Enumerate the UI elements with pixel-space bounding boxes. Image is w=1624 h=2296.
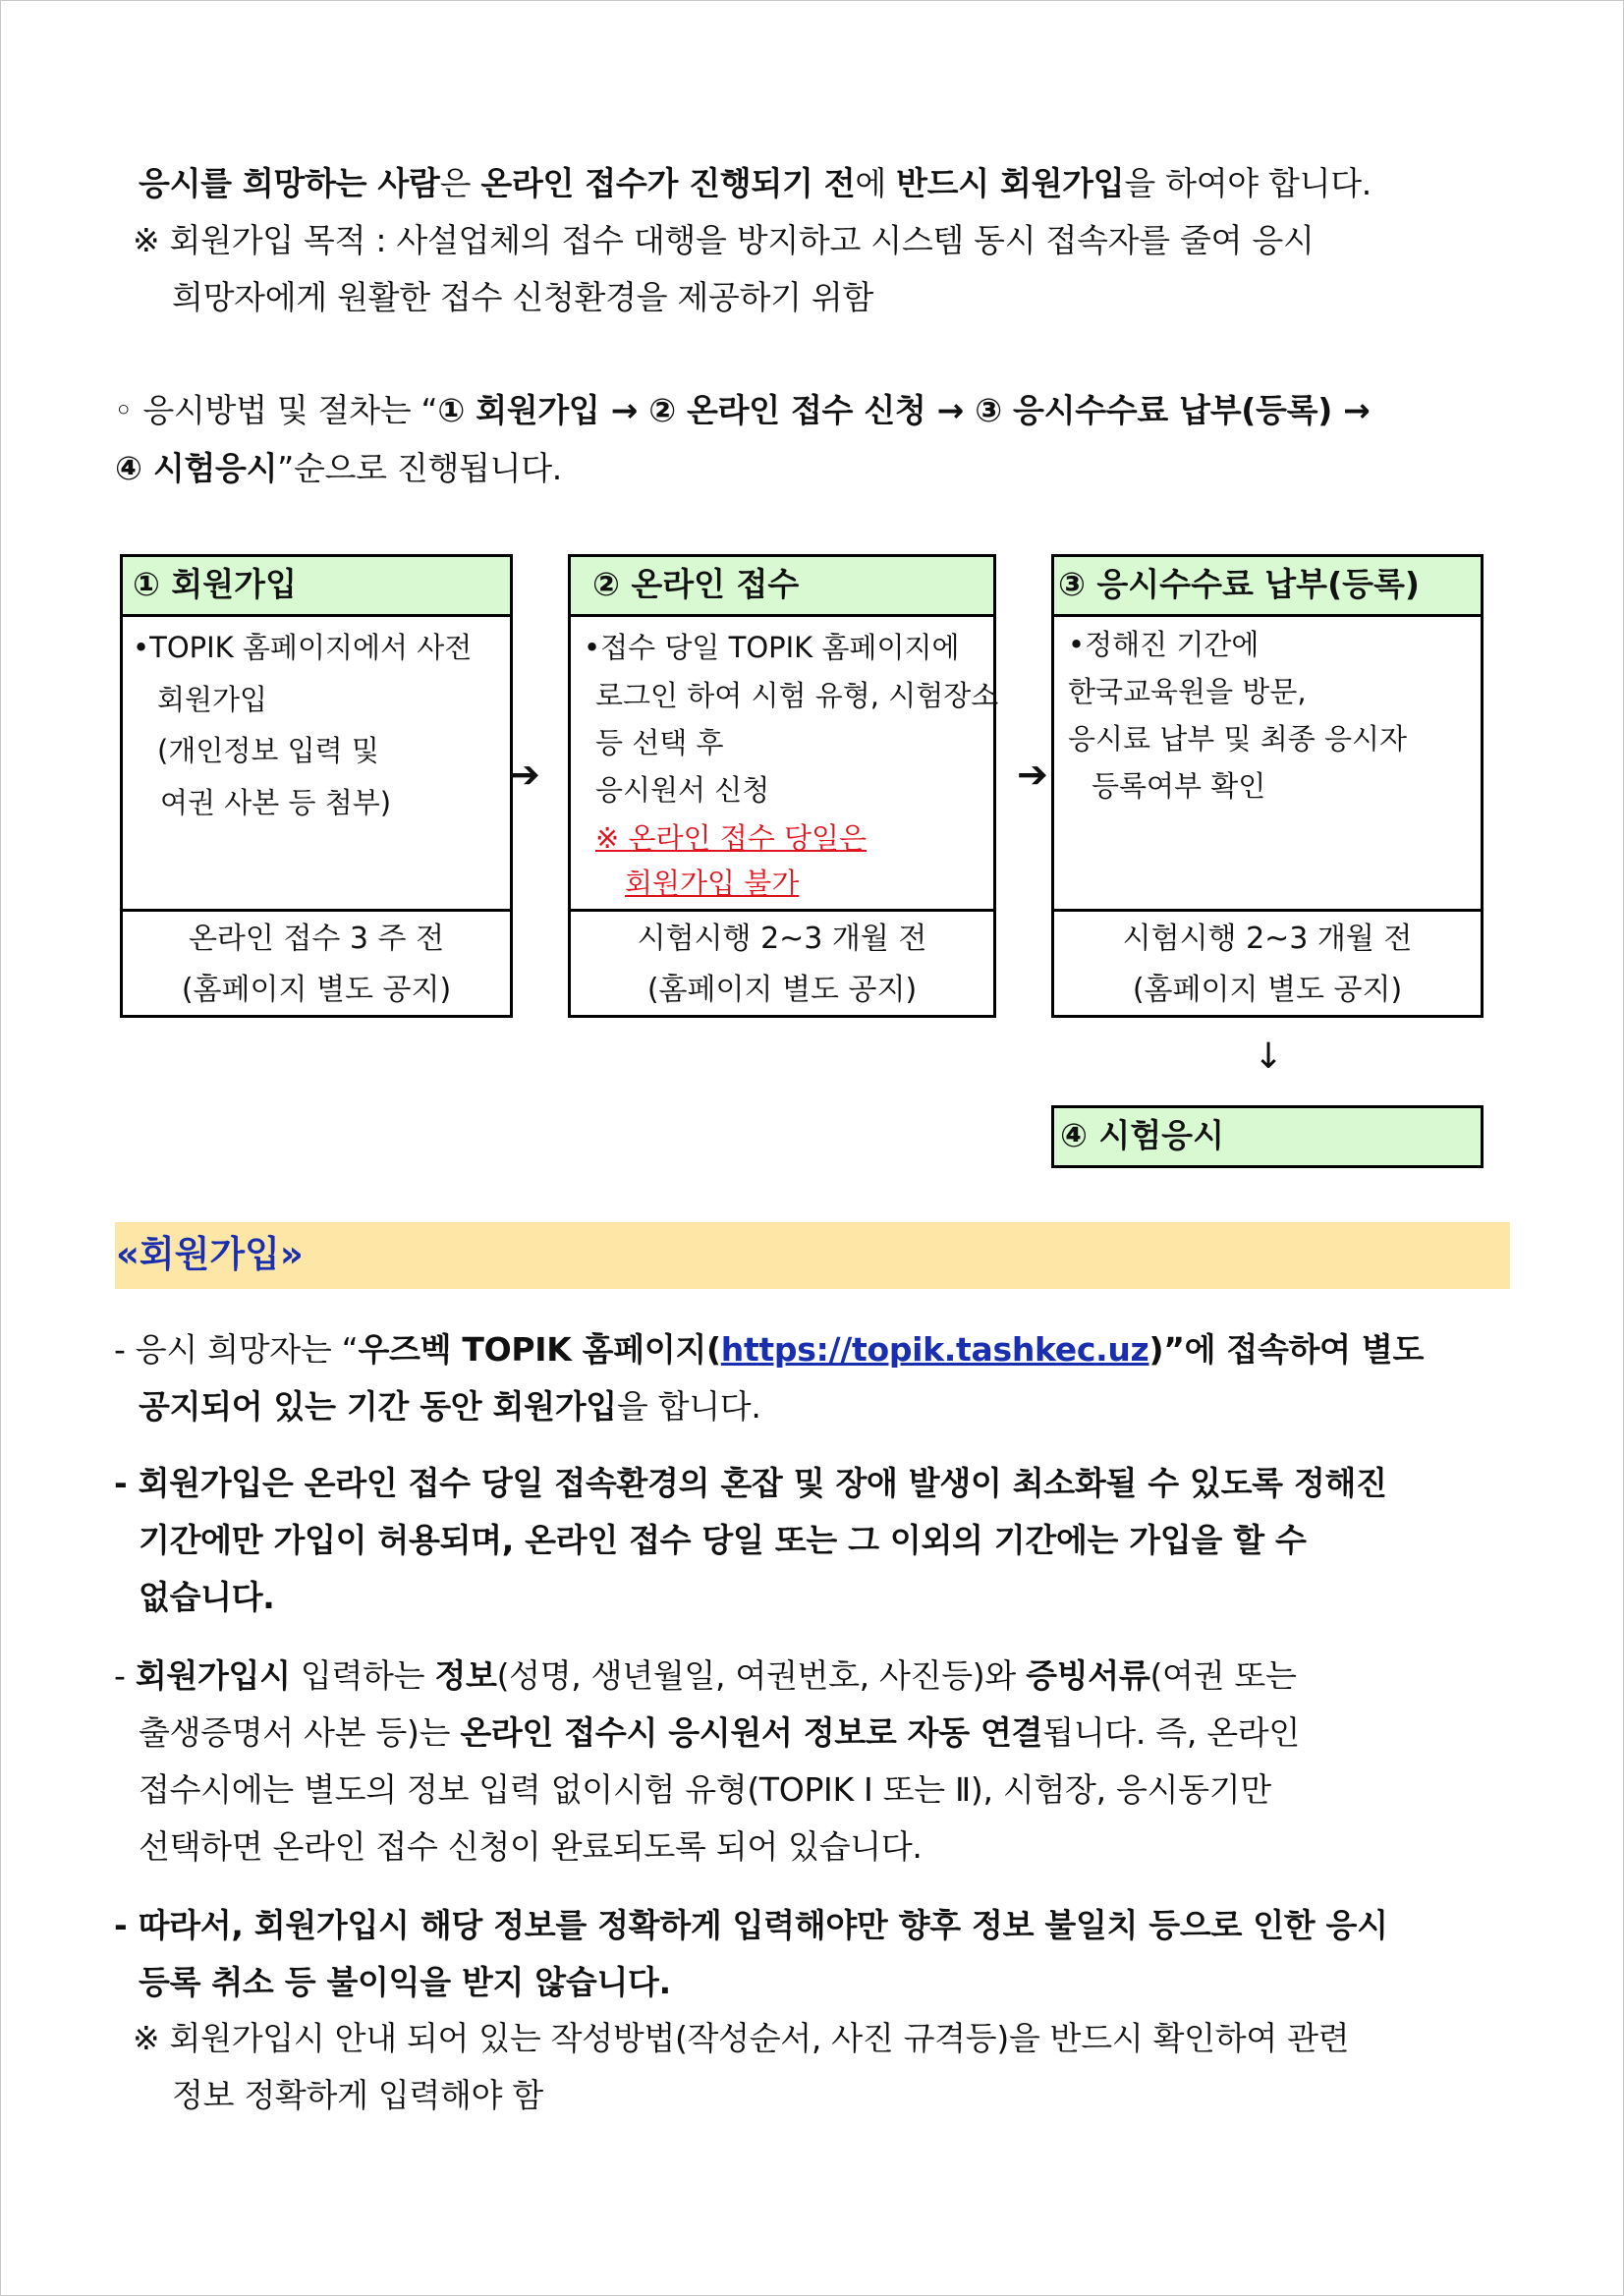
flow-step-3-timing: 시험시행 2~3 개월 전 (홈페이지 별도 공지) [1054,909,1481,1015]
flow-step-3-title: ③ 응시수수료 납부(등록) [1054,557,1481,617]
flow-step-2-warning-1: ※ 온라인 접수 당일은 [595,821,868,855]
membership-paragraph-4-line-2: 등록 취소 등 불이익을 받지 않습니다. [139,1963,671,2001]
intro-bold: 온라인 접수가 진행되기 전 [480,164,856,202]
membership-paragraph-2-line-3: 없습니다. [139,1578,275,1616]
membership-paragraph-1-line-1: - 응시 희망자는 “우즈벡 TOPIK 홈페이지(https://topik.tashkec.uz)”에 접속하여 별도 [114,1330,1425,1369]
membership-note-line-2: 정보 정확하게 입력해야 함 [172,2076,543,2114]
intro-bold: 반드시 회원가입 [896,164,1125,202]
arrow-right-icon: ➔ [509,753,540,796]
flow-step-3-box: ③ 응시수수료 납부(등록) •정해진 기간에 한국교육원을 방문, 응시료 납부 및 최종 응시자 등록여부 확인 시험시행 2~3 개월 전 (홈페이지 별도 공지) [1051,554,1484,1018]
membership-paragraph-3-line-1: - 회원가입시 입력하는 정보(성명, 생년월일, 여권번호, 사진등)와 증빙서류(여권 또는 [114,1656,1297,1695]
procedure-steps: ① 회원가입 → ② 온라인 접수 신청 → ③ 응시수수료 납부(등록) → [437,391,1371,429]
flow-step-1-timing: 온라인 접수 3 주 전 (홈페이지 별도 공지) [123,909,510,1015]
section-header-bar [115,1222,1510,1289]
flow-step-4-box: ④ 시험응시 [1051,1105,1484,1168]
membership-paragraph-3-line-4: 선택하면 온라인 접수 신청이 완료되도록 되어 있습니다. [139,1827,923,1866]
section-title: «회원가입» [116,1233,304,1275]
membership-note-line-1: ※ 회원가입시 안내 되어 있는 작성방법(작성순서, 사진 규격등)을 반드시 확인하여 관련 [133,2019,1350,2057]
membership-paragraph-3-line-2: 출생증명서 사본 등)는 온라인 접수시 응시원서 정보로 자동 연결됩니다. 즉, 온라인 [139,1713,1300,1752]
membership-paragraph-4-line-1: - 따라서, 회원가입시 해당 정보를 정확하게 입력해야만 향후 정보 불일치 등으로 인한 응시 [114,1906,1388,1944]
topik-homepage-link[interactable]: https://topik.tashkec.uz [720,1330,1149,1369]
flow-step-2-warning-2: 회원가입 불가 [625,867,800,900]
membership-paragraph-1-line-2: 공지되어 있는 기간 동안 회원가입을 합니다. [139,1387,761,1426]
procedure-line-2: ④ 시험응시”순으로 진행됩니다. [115,449,562,487]
arrow-right-icon: ➔ [1017,753,1048,796]
intro-note-line-1: ※ 회원가입 목적 : 사설업체의 접수 대행을 방지하고 시스템 동시 접속자를 줄여 응시 [133,221,1315,259]
flow-step-1-box: ① 회원가입 •TOPIK 홈페이지에서 사전 회원가입 (개인정보 입력 및 여권 사본 등 첨부) 온라인 접수 3 주 전 (홈페이지 별도 공지) [120,554,513,1018]
intro-note-line-2: 희망자에게 원활한 접수 신청환경을 제공하기 위함 [172,278,874,316]
procedure-line-1: ◦ 응시방법 및 절차는 “① 회원가입 → ② 온라인 접수 신청 → ③ 응시수수료 납부(등록) → [114,391,1371,429]
intro-line-1: 응시를 희망하는 사람은 온라인 접수가 진행되기 전에 반드시 회원가입을 하여야 합니다. [139,164,1372,202]
membership-paragraph-2-line-2: 기간에만 가입이 허용되며, 온라인 접수 당일 또는 그 이외의 기간에는 가입을 할 수 [139,1521,1307,1559]
arrow-down-icon: ↓ [1254,1036,1284,1077]
intro-bold: 응시를 희망하는 사람 [139,164,440,202]
flow-step-2-timing: 시험시행 2~3 개월 전 (홈페이지 별도 공지) [571,909,993,1015]
membership-paragraph-2-line-1: - 회원가입은 온라인 접수 당일 접속환경의 혼잡 및 장애 발생이 최소화될 수 있도록 정해진 [114,1464,1387,1502]
flow-step-2-box: ② 온라인 접수 •접수 당일 TOPIK 홈페이지에 로그인 하여 시험 유형, 시험장소 등 선택 후 응시원서 신청 ※ 온라인 접수 당일은 회원가입 불가 시험시행 2~3 개월 전 (홈페이지 별도 공지) [568,554,996,1018]
membership-paragraph-3-line-3: 접수시에는 별도의 정보 입력 없이시험 유형(TOPIK Ⅰ 또는 Ⅱ), 시험장, 응시동기만 [139,1770,1271,1809]
flow-step-2-title: ② 온라인 접수 [571,557,993,617]
flow-step-1-title: ① 회원가입 [123,557,510,617]
